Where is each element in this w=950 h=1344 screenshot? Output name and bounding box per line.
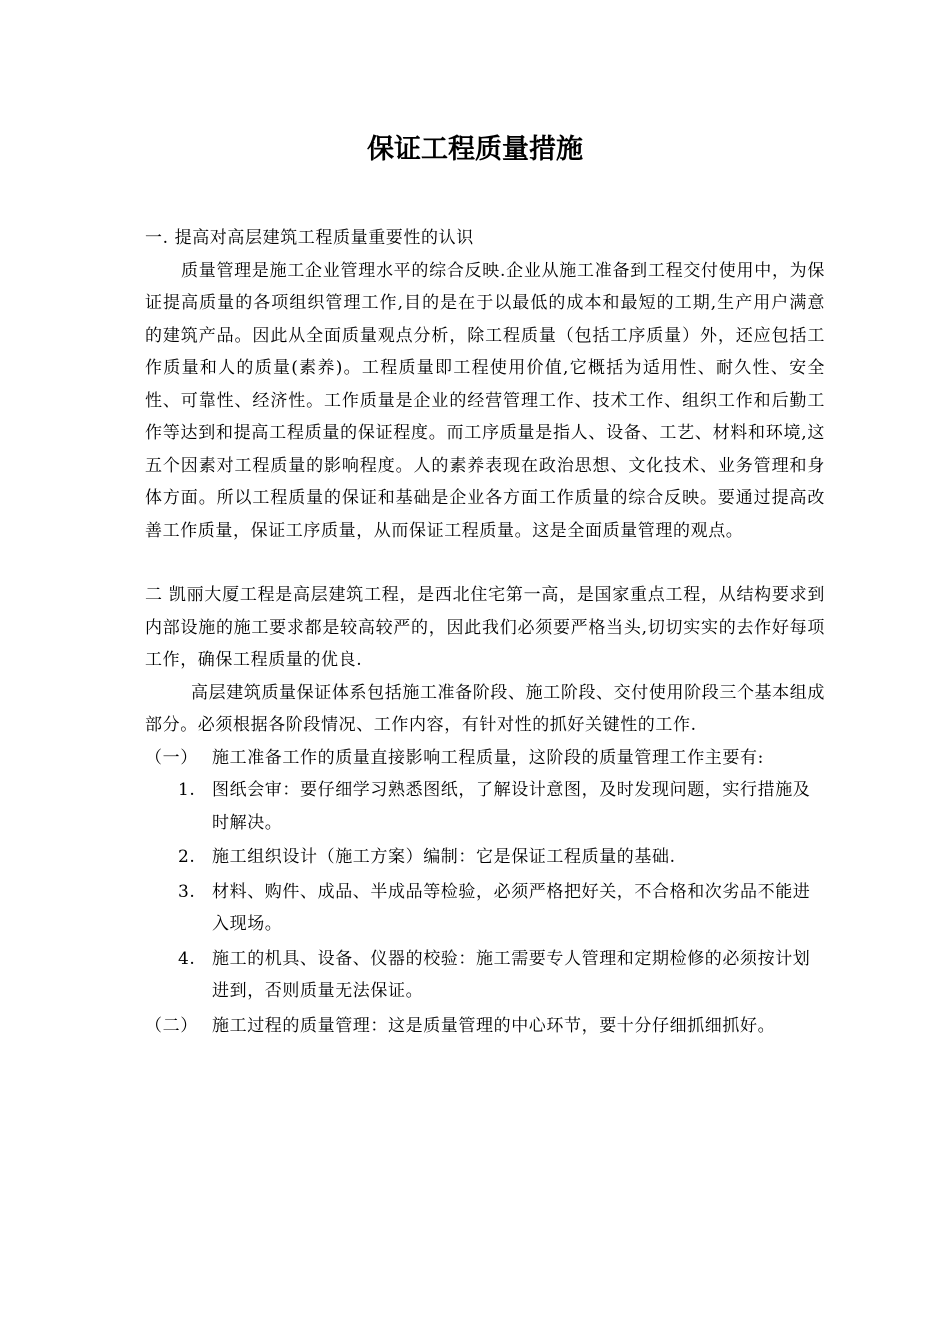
- numbered-list: [145, 774, 825, 1008]
- list-item-number: 2.: [178, 847, 196, 867]
- list-item-text: 材料、购件、成品、半成品等检验，必须严格把好关，不合格和次劣品不能进入现场。: [212, 881, 811, 934]
- list-item-text: 施工的机具、设备、仪器的校验：施工需要专人管理和定期检修的必须按计划进到，否则质量无法保证。: [212, 948, 811, 1001]
- list-item: [145, 876, 825, 941]
- list-item-number: 3.: [178, 881, 196, 902]
- section-gap: [145, 547, 825, 579]
- subsection-1-marker: （一）: [145, 747, 198, 768]
- subsection-2-text: 施工过程的质量管理：这是质量管理的中心环节，要十分仔细抓细抓好。: [212, 1015, 776, 1036]
- list-item-text: 施工组织设计（施工方案）编制：它是保证工程质量的基础.: [212, 847, 676, 867]
- section2-heading-paragraph: 二 凯丽大厦工程是高层建筑工程，是西北住宅第一高，是国家重点工程，从结构要求到内部设施的施工要求都是较高较严的，因此我们必须要严格当头,切切实实的去作好每项工作，确保工程质量的优良.: [145, 585, 825, 670]
- section2-paragraph: 高层建筑质量保证体系包括施工准备阶段、施工阶段、交付使用阶段三个基本组成部分。必须根据各阶段情况、工作内容，有针对性的抓好关键性的工作.: [145, 682, 825, 735]
- subsection-1: [145, 742, 825, 775]
- subsection-2: [145, 1010, 825, 1043]
- document-title: 保证工程质量措施: [367, 134, 583, 165]
- section1-paragraph: 质量管理是施工企业管理水平的综合反映.企业从施工准备到工程交付使用中，为保证提高质量的各项组织管理工作,目的是在于以最低的成本和最短的工期,生产用户满意的建筑产品。因此从全面质量观点分析，除工程质量（包括工序质量）外，还应包括工作质量和人的质量(素养)。工程质量即工程使用价值,它概括为适用性、耐久性、安全性、可靠性、经济性。工作质量是企业的经营管理工作、技术工作、组织工作和后勤工作等达到和提高工程质量的保证程度。而工序质量是指人、设备、工艺、材料和环境,这五个因素对工程质量的影响程度。人的素养表现在政治思想、文化技术、业务管理和身体方面。所以工程质量的保证和基础是企业各方面工作质量的综合反映。要通过提高改善工作质量，保证工序质量，从而保证工程质量。这是全面质量管理的观点。: [145, 260, 825, 541]
- list-item: [145, 943, 825, 1008]
- list-item-number: 4.: [178, 948, 196, 969]
- list-item-text: 图纸会审：要仔细学习熟悉图纸，了解设计意图，及时发现问题，实行措施及时解决。: [212, 780, 811, 833]
- section1-heading: 一. 提高对高层建筑工程质量重要性的认识: [145, 228, 474, 248]
- subsection-1-text: 施工准备工作的质量直接影响工程质量，这阶段的质量管理工作主要有:: [212, 747, 764, 768]
- document-body: [145, 222, 825, 1042]
- list-item-number: 1.: [178, 780, 196, 800]
- list-item: [145, 841, 825, 874]
- list-item: [145, 774, 825, 839]
- subsection-2-marker: （二）: [145, 1015, 198, 1036]
